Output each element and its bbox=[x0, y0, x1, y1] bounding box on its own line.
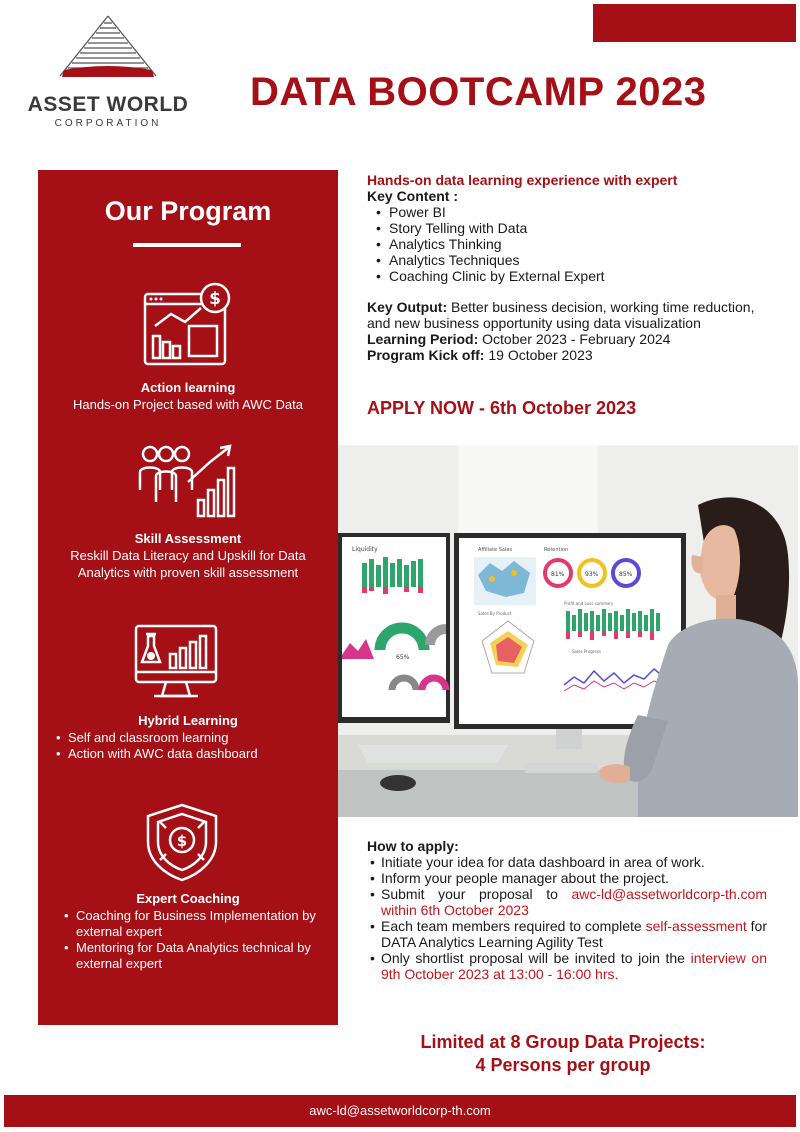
right-screen-title1: Affiliate Sales bbox=[478, 547, 513, 553]
list-item: • Analytics Techniques bbox=[367, 252, 605, 268]
self-assessment-link[interactable]: self-assessment bbox=[645, 918, 747, 934]
program-item-title-2: Skill Assessment bbox=[134, 531, 242, 546]
list-item: • Initiate your idea for data dashboard in area of work. bbox=[367, 854, 767, 870]
learning-period: October 2023 - February 2024 bbox=[482, 331, 671, 347]
kickoff-label: Program Kick off: bbox=[367, 347, 485, 363]
kickoff-date: 19 October 2023 bbox=[488, 347, 593, 363]
program-item-list-4 bbox=[62, 908, 332, 972]
list-item: • Coaching Clinic by External Expert bbox=[367, 268, 605, 284]
footer-email[interactable]: awc-ld@assetworldcorp-th.com bbox=[4, 1095, 796, 1127]
list-item: • Story Telling with Data bbox=[367, 220, 605, 236]
list-item: • Self and classroom learning bbox=[54, 730, 258, 746]
list-item: • Only shortlist proposal will be invited to join the interview on 9th October 2023 at 13:00 - 16:00 hrs. bbox=[367, 950, 767, 982]
svg-text:$: $ bbox=[176, 832, 188, 850]
howto-title: How to apply: bbox=[367, 838, 459, 854]
program-item-text-2a: Reskill Data Literacy and Upskill for Data bbox=[70, 548, 306, 563]
program-item-title-4: Expert Coaching bbox=[136, 891, 240, 906]
panel-label-1: Profit and Loss summary bbox=[564, 601, 614, 606]
learning-period-label: Learning Period: bbox=[367, 331, 479, 347]
list-item: • Submit your proposal to awc-ld@assetworldcorp-th.com within 6th October 2023 bbox=[367, 886, 767, 918]
list-item: • Inform your people manager about the project. bbox=[367, 870, 767, 886]
pyramid-logo-icon bbox=[56, 14, 160, 80]
apply-deadline: APPLY NOW - 6th October 2023 bbox=[367, 398, 637, 418]
key-content-list bbox=[367, 204, 605, 284]
program-item-title-3: Hybrid Learning bbox=[138, 713, 238, 728]
limited-line-2: 4 Persons per group bbox=[475, 1055, 651, 1075]
list-item: • Coaching for Business Implementation by external expert bbox=[62, 908, 332, 940]
key-output: Better business decision, working time reduction, and new business opportunity using data visualization bbox=[367, 299, 755, 331]
company-logo bbox=[22, 14, 194, 129]
hero-photo bbox=[338, 445, 798, 817]
list-item: • Each team members required to complete self-assessment for DATA Analytics Learning Agility Test bbox=[367, 918, 767, 950]
logo-name: ASSET WORLD bbox=[27, 93, 189, 116]
program-item-text-1: Hands-on Project based with AWC Data bbox=[72, 397, 303, 412]
panel-label-3: Sales Progress bbox=[572, 649, 601, 654]
program-title-underline bbox=[133, 243, 241, 247]
page-title: DATA BOOTCAMP 2023 bbox=[250, 70, 707, 114]
program-info bbox=[367, 299, 767, 363]
list-item: • Analytics Thinking bbox=[367, 236, 605, 252]
how-to-apply bbox=[367, 838, 767, 982]
list-item: • Power BI bbox=[367, 204, 605, 220]
panel-label-2: Sales By Product bbox=[478, 611, 512, 616]
list-item: • Mentoring for Data Analytics technical by external expert bbox=[62, 940, 332, 972]
program-title: Our Program bbox=[104, 196, 272, 226]
key-output-label: Key Output: bbox=[367, 299, 448, 315]
people-growth-chart-icon bbox=[136, 442, 240, 518]
submission-email-link[interactable]: awc-ld@assetworldcorp-th.com within 6th October 2023 bbox=[381, 886, 767, 918]
program-panel bbox=[38, 170, 338, 1025]
shield-coin-icon bbox=[144, 802, 220, 882]
monitor-lab-chart-icon bbox=[134, 622, 218, 706]
left-screen-title: Liquidity bbox=[352, 546, 378, 553]
right-screen-title2: Retention bbox=[544, 547, 569, 553]
limited-notice bbox=[360, 1031, 766, 1077]
dashboard-dollar-icon bbox=[141, 280, 233, 370]
program-item-list-3 bbox=[54, 730, 258, 762]
donut-label-2: 93% bbox=[585, 571, 599, 578]
svg-text:$: $ bbox=[209, 289, 221, 309]
logo-subtitle: CORPORATION bbox=[54, 118, 162, 129]
dashboard-workspace-illustration bbox=[338, 445, 798, 817]
program-item-title-1: Action learning bbox=[140, 380, 236, 395]
gauge-label: 65% bbox=[396, 654, 410, 661]
program-item-text-2b: Analytics with proven skill assessment bbox=[77, 565, 299, 580]
list-item: • Action with AWC data dashboard bbox=[54, 746, 258, 762]
limited-line-1: Limited at 8 Group Data Projects: bbox=[420, 1032, 706, 1052]
donut-label-3: 85% bbox=[619, 571, 633, 578]
key-content-label: Key Content : bbox=[367, 188, 458, 204]
tagline: Hands-on data learning experience with expert bbox=[367, 172, 678, 188]
donut-label-1: 81% bbox=[551, 571, 565, 578]
interview-date: interview on 9th October 2023 at 13:00 - 16:00 hrs. bbox=[381, 950, 767, 982]
top-accent-bar bbox=[593, 4, 796, 42]
